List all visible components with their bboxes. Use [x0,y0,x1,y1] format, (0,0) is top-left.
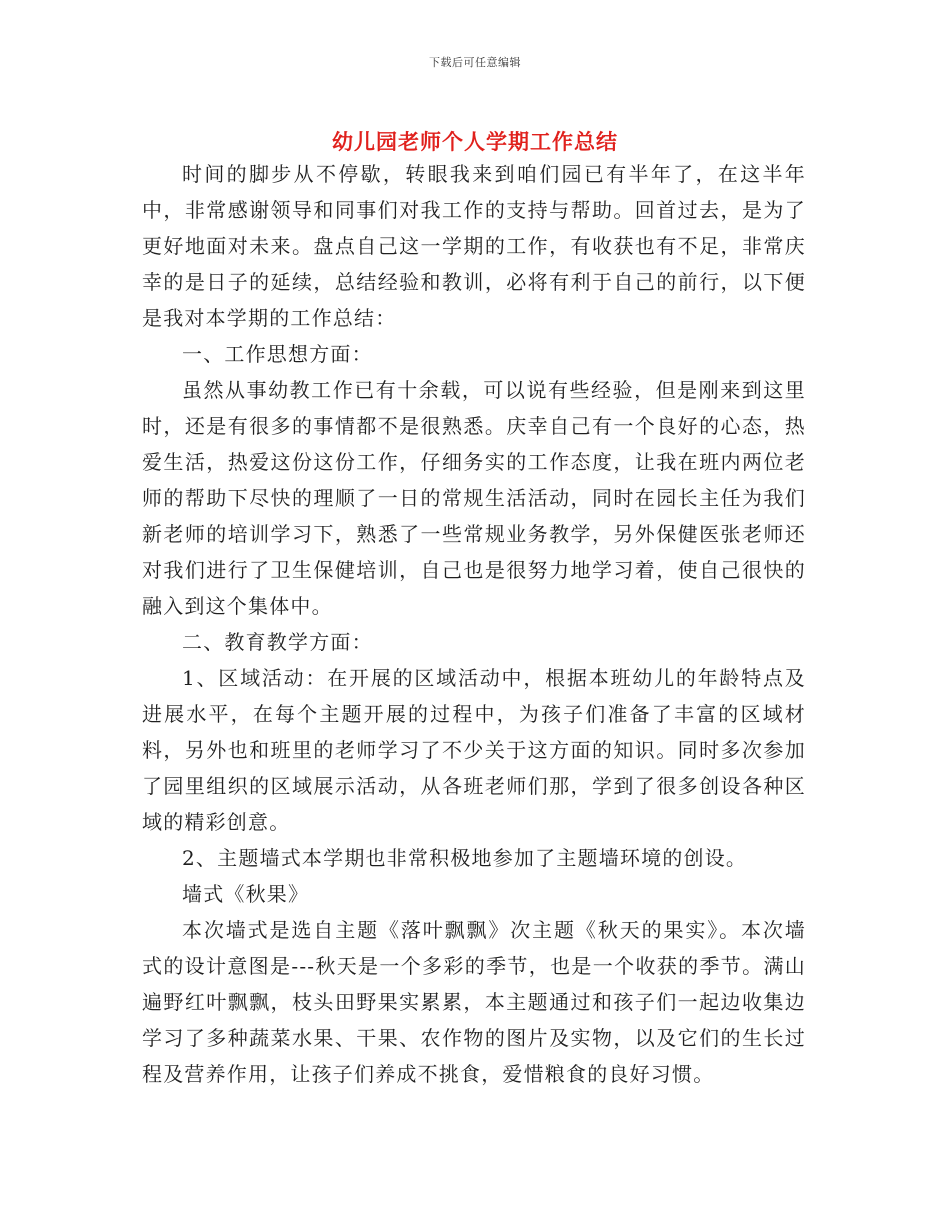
subheading-autumn-fruit: 墙式《秋果》 [182,882,310,906]
paragraph-work-thought: 虽然从事幼教工作已有十余载，可以说有些经验，但是刚来到这里时，还是有很多的事情都不是很熟悉。庆幸自己有一个良好的心态，热爱生活，热爱这份这份工作，仔细务实的工作态度，让我在班内两位老师的帮助下尽快的理顺了一日的常规生活活动，同时在园长主任为我们新老师的培训学习下，熟悉了一些常规业务教学，另外保健医张老师还对我们进行了卫生保健培训，自己也是很努力地学习着，使自己很快的融入到这个集体中。 [142,378,806,618]
section-heading-work-thought: 一、工作思想方面： [182,342,373,366]
paragraph-wall-design: 本次墙式是选自主题《落叶飘飘》次主题《秋天的果实》。本次墙式的设计意图是---秋天是一个多彩的季节，也是一个收获的季节。满山遍野红叶飘飘，枝头田野果实累累，本主题通过和孩子们一起边收集边学习了多种蔬菜水果、干果、农作物的图片及实物，以及它们的生长过程及营养作用，让孩子们养成不挑食，爱惜粮食的良好习惯。 [142,918,806,1086]
section-heading-education: 二、教育教学方面： [182,630,373,654]
page-header-note: 下载后可任意编辑 [429,56,521,69]
paragraph-theme-wall: 2、主题墙式本学期也非常积极地参加了主题墙环境的创设。 [182,846,748,870]
document-title: 幼儿园老师个人学期工作总结 [332,129,618,155]
paragraph-area-activity: 1、区域活动：在开展的区域活动中，根据本班幼儿的年龄特点及进展水平，在每个主题开展的过程中，为孩子们准备了丰富的区域材料，另外也和班里的老师学习了不少关于这方面的知识。同时多次参加了园里组织的区域展示活动，从各班老师们那，学到了很多创设各种区域的精彩创意。 [142,666,806,834]
paragraph-intro: 时间的脚步从不停歇，转眼我来到咱们园已有半年了，在这半年中，非常感谢领导和同事们对我工作的支持与帮助。回首过去，是为了更好地面对未来。盘点自己这一学期的工作，有收获也有不足，非常庆幸的是日子的延续，总结经验和教训，必将有利于自己的前行，以下便是我对本学期的工作总结： [142,162,806,330]
document-body [142,156,806,1092]
